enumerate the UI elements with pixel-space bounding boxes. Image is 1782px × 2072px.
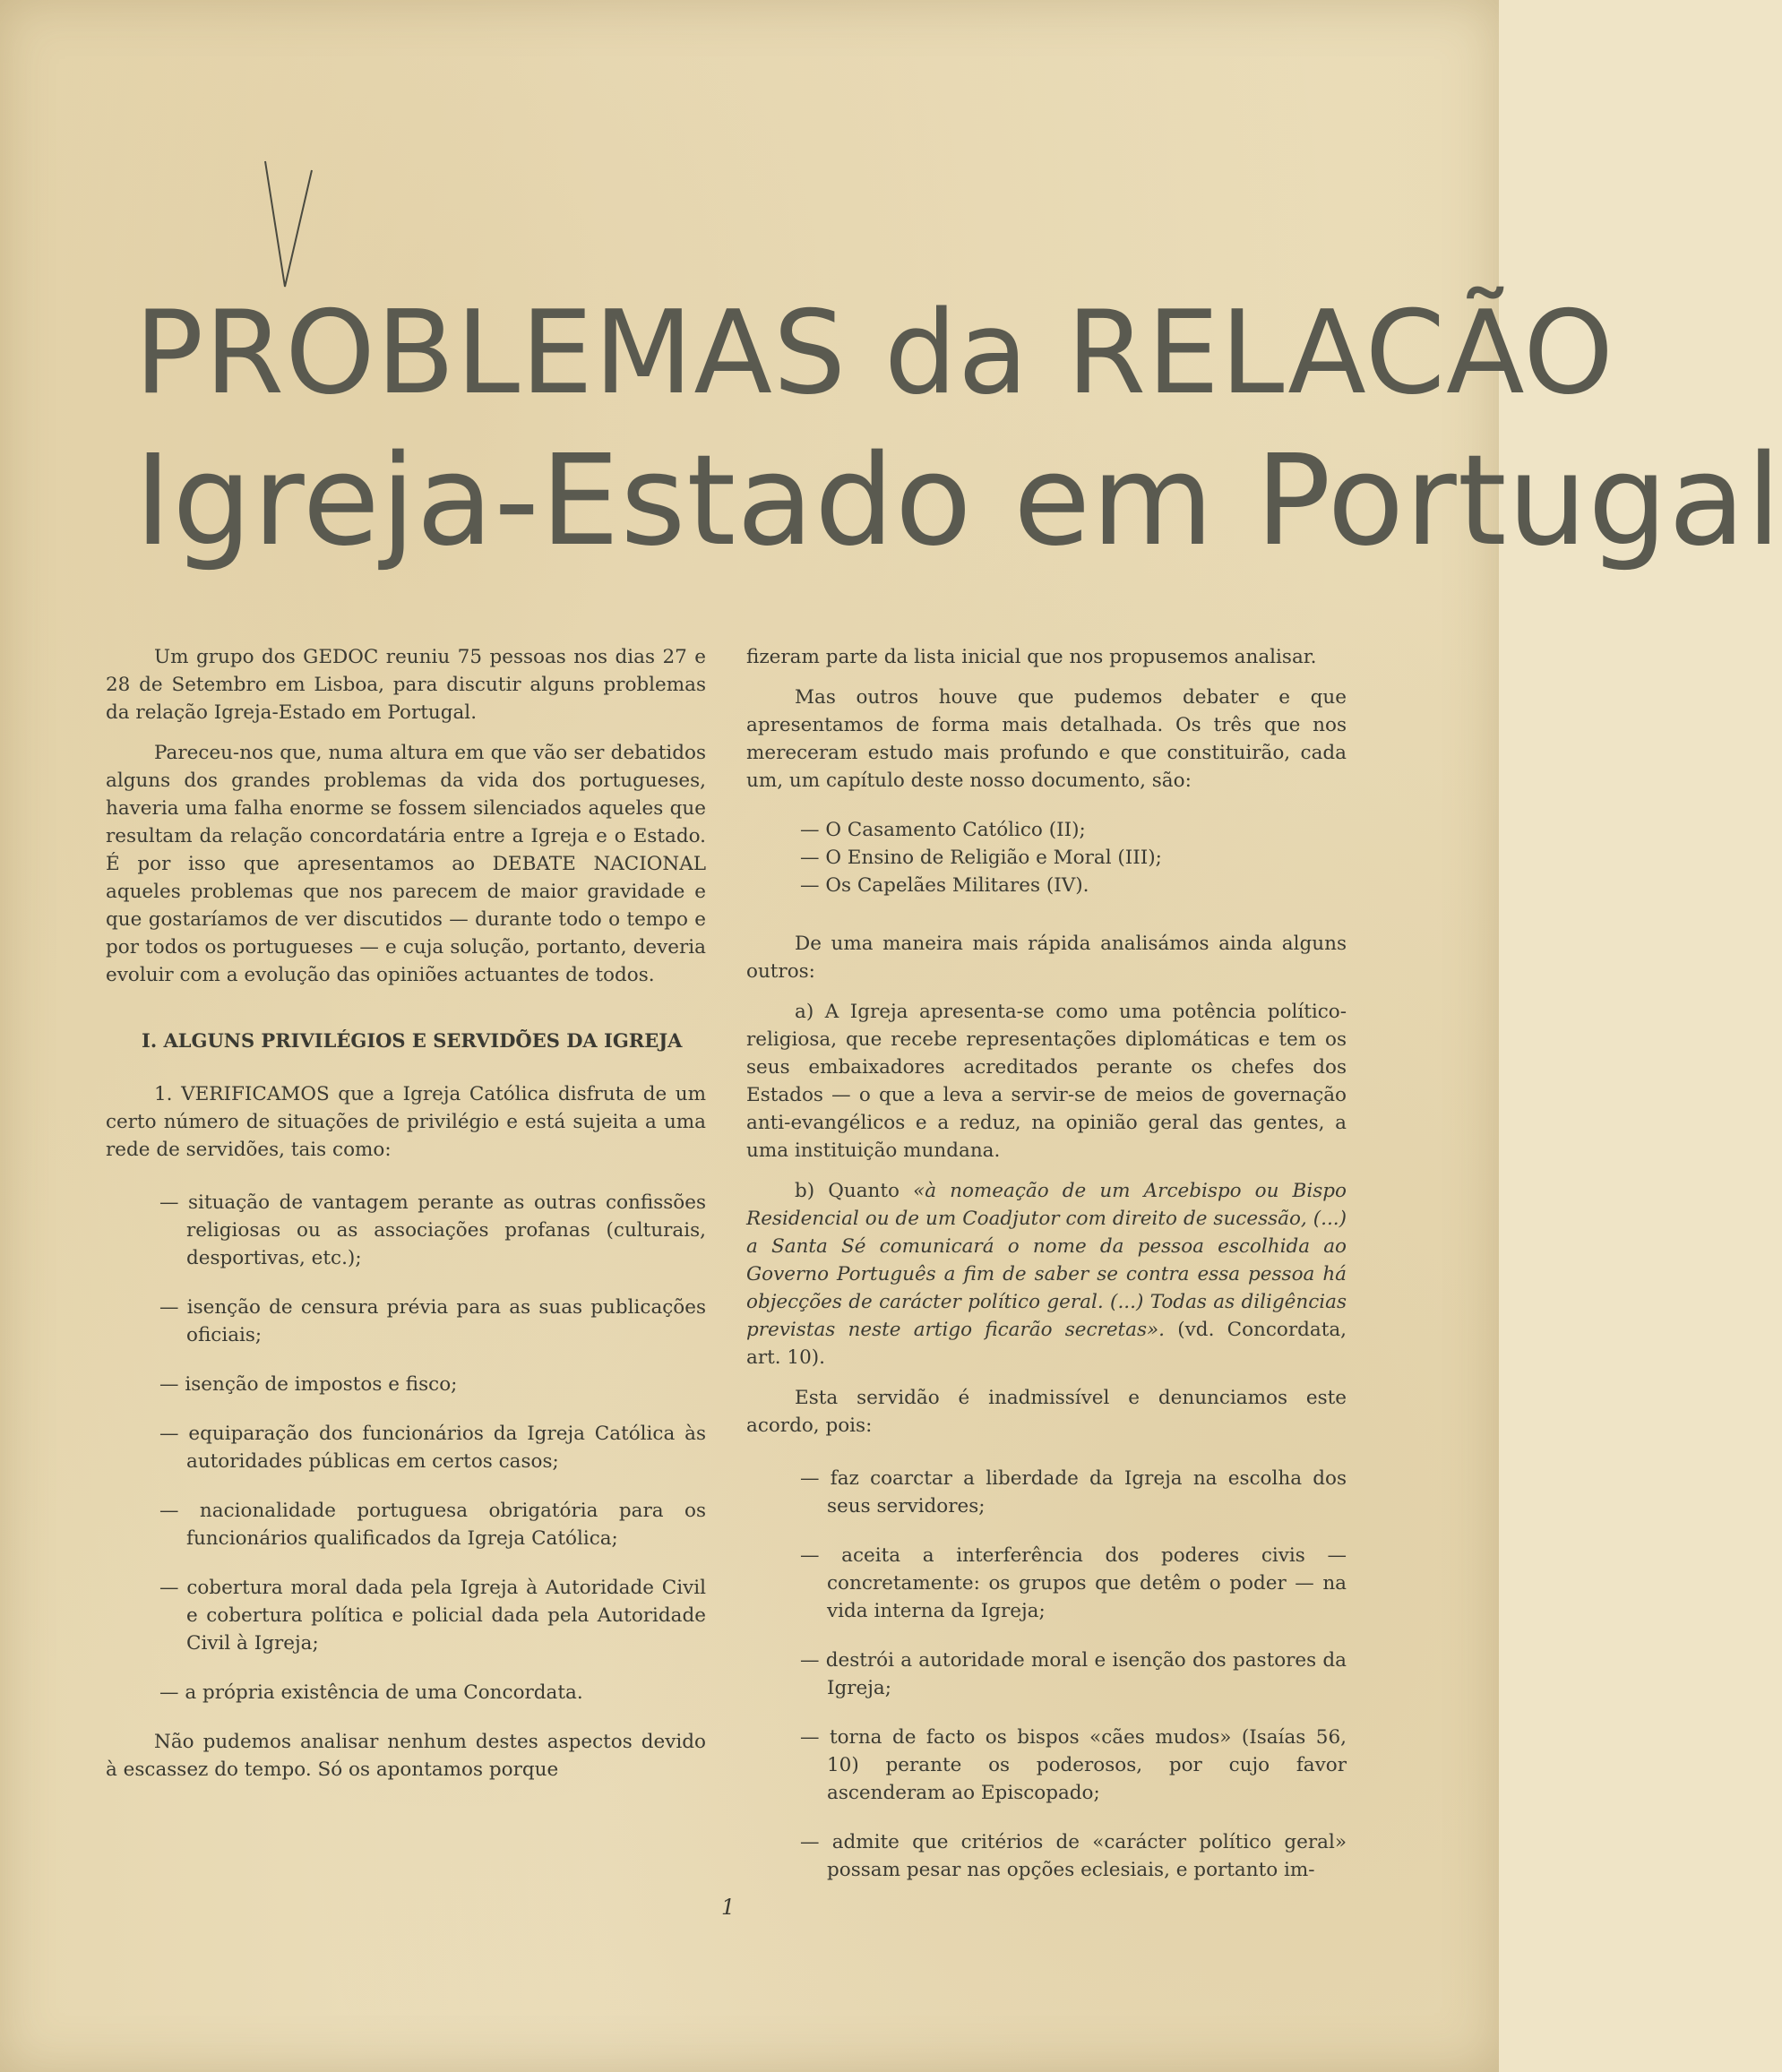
- paragraph: Mas outros houve que pudemos debater e que apresentamos de forma mais detalhada. Os três que nos mereceram estudo mais profundo e que constituirão, cada um, um capítulo deste nosso documento, são:: [746, 686, 1347, 792]
- list-item: — a própria existência de uma Concordata.: [159, 1681, 583, 1704]
- paragraph: fizeram parte da lista inicial que nos propusemos analisar.: [746, 646, 1317, 668]
- list-item: — destrói a autoridade moral e isenção dos pastores da Igreja;: [800, 1649, 1347, 1699]
- section-heading: I. ALGUNS PRIVILÉGIOS E SERVIDÕES DA IGREJA: [142, 1029, 683, 1052]
- paragraph: Um grupo dos GEDOC reuniu 75 pessoas nos dias 27 e 28 de Setembro em Lisboa, para discutir alguns problemas da relação Igreja-Estado em Portugal.: [106, 646, 706, 724]
- list-item: — nacionalidade portuguesa obrigatória para os funcionários qualificados da Igreja Católica;: [159, 1500, 706, 1550]
- paragraph: De uma maneira mais rápida analisámos ainda alguns outros:: [746, 933, 1347, 983]
- list-item: — Os Capelães Militares (IV).: [800, 874, 1089, 897]
- title-line-1: PROBLEMAS da RELACÃO: [134, 287, 1614, 420]
- paragraph: Pareceu-nos que, numa altura em que vão ser debatidos alguns dos grandes problemas da vida dos portugueses, haveria uma falha enorme se fossem silenciados aqueles que resultam da relação concordatária entre a Igreja e o Estado. É por isso que apresentamos ao DEBATE NACIONAL aqueles problemas que nos parecem de maior gravidade e que gostaríamos de ver discutidos — durante todo o tempo e por todos os portugueses — e cuja solução, portanto, deveria evoluir com a evolução das opiniões actuantes de todos.: [106, 742, 706, 986]
- privileges-list: [106, 1189, 706, 1707]
- title-line-2: Igreja-Estado em Portugal: [134, 428, 1782, 574]
- left-column: [106, 643, 706, 1796]
- paragraph-b-label: b) Quanto: [795, 1180, 900, 1202]
- list-item: — equiparação dos funcionários da Igreja Católica às autoridades públicas em certos casos;: [159, 1423, 706, 1473]
- list-item: — torna de facto os bispos «cães mudos» (Isaías 56, 10) perante os poderosos, por cujo favor ascenderam ao Episcopado;: [800, 1726, 1347, 1804]
- paragraph: 1. VERIFICAMOS que a Igreja Católica disfruta de um certo número de situações de privilégio e está sujeita a uma rede de servidões, tais como:: [106, 1083, 706, 1161]
- list-item: — situação de vantagem perante as outras confissões religiosas ou as associações profanas (culturais, desportivas, etc.);: [159, 1191, 706, 1269]
- concordat-reference: (vd. Concordata, art. 10).: [746, 1319, 1347, 1369]
- list-item: — O Ensino de Religião e Moral (III);: [800, 847, 1162, 869]
- paragraph: Não pudemos analisar nenhum destes aspectos devido à escassez do tempo. Só os apontamos porque: [106, 1731, 706, 1781]
- paragraph: Esta servidão é inadmissível e denunciamos este acordo, pois:: [746, 1387, 1347, 1437]
- list-item: — aceita a interferência dos poderes civis — concretamente: os grupos que detêm o poder — na vida interna da Igreja;: [800, 1544, 1347, 1622]
- list-item: — O Casamento Católico (II);: [800, 819, 1086, 841]
- list-item: — admite que critérios de «carácter político geral» possam pesar nas opções eclesiais, e portanto im-: [800, 1831, 1347, 1881]
- list-item: — faz coarctar a liberdade da Igreja na escolha dos seus servidores;: [800, 1467, 1347, 1517]
- paragraph-a: a) A Igreja apresenta-se como uma potência político-religiosa, que recebe representações diplomáticas e tem os seus embaixadores acreditados perante os chefes dos Estados — o que a leva a servir-se de meios de governação anti-evangélicos e a reduz, na opinião geral das gentes, a uma instituição mundana.: [746, 1001, 1347, 1162]
- list-item: — isenção de censura prévia para as suas publicações oficiais;: [159, 1296, 706, 1346]
- paragraph-b: [746, 1177, 1347, 1371]
- page-number: 1: [721, 1895, 736, 1920]
- denunciation-list: [746, 1465, 1347, 1884]
- right-column: [746, 643, 1347, 1905]
- list-item: — cobertura moral dada pela Igreja à Autoridade Civil e cobertura política e policial dada pela Autoridade Civil à Igreja;: [159, 1577, 706, 1655]
- chapters-list: [746, 816, 1347, 899]
- list-item: — isenção de impostos e fisco;: [159, 1373, 458, 1396]
- concordat-quote: «à nomeação de um Arcebispo ou Bispo Residencial ou de um Coadjutor com direito de sucessão, (...) a Santa Sé comunicará o nome da pessoa escolhida ao Governo Português a fim de saber se contra essa pessoa há objecções de carácter político geral. (...) Todas as diligências previstas neste artigo ficarão secretas».: [746, 1180, 1347, 1341]
